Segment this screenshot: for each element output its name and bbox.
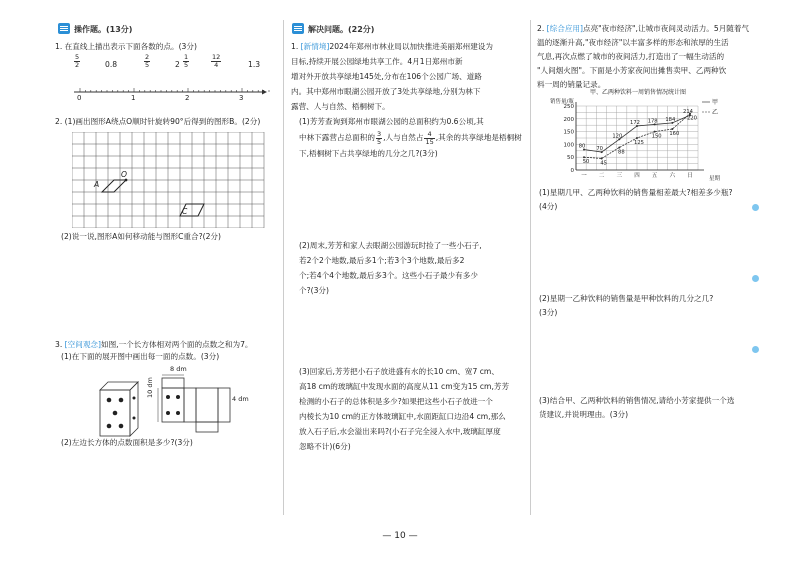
q2-p3-line-1: 货建议,并说明理由。(3分) [539, 410, 629, 419]
p1-line-2a: 中林下露营占总面积的 [299, 133, 375, 142]
frac-den: 2 [75, 61, 80, 69]
chart-point [671, 128, 673, 130]
chart-y-tick-label: 150 [563, 129, 574, 136]
chart-data-label: 178 [647, 118, 658, 125]
q2-p2-line-1: (3分) [539, 308, 558, 317]
q2-p1-line-0: (1)星期几甲、乙两种饮料的销售量相差最大?相差多少瓶? [539, 188, 733, 197]
p1-line-2c: ,其余的共享绿地是梧桐树 [435, 133, 522, 142]
q2-p3-line-0: (3)结合甲、乙两种饮料的销售情况,请给小芳家提供一个选 [539, 396, 735, 405]
p2-line-2: 个;若4个4个地数,最后多3个。这些小石子最少有多少 [299, 271, 478, 280]
mixed-whole: 2 [175, 60, 180, 69]
p1-line-2 [299, 130, 524, 146]
chart-point [583, 156, 585, 158]
frac-den: 5 [184, 61, 189, 69]
chart-data-label: 220 [687, 115, 697, 122]
section-title-operation: 操作题。(13分) [74, 25, 133, 34]
chart-x-tick-label: 四 [634, 173, 640, 179]
frac-num: 3 [376, 129, 382, 138]
label-C: C [182, 207, 188, 216]
frac-num: 4 [424, 131, 434, 139]
intro-line-0: 2024年郑州市林业局以加快推进美丽郑州建设为 [329, 42, 493, 51]
col3-q2-part3 [539, 394, 759, 422]
chart-y-tick-label: 200 [563, 116, 574, 123]
chart-title: 甲、乙两种饮料一周销售情况统计图 [589, 89, 687, 96]
col2-q1-intro: 1. [新情境]2024年郑州市林业局以加快推进美丽郑州建设为 目标,持续开展公园绿地共享工作。4月1日郑州市新 增对外开放共享绿地145处,分布在106个公园广场、道路 内。其中郑州市眼湖公园开放了3处共享绿地,分别为林下 露营、人与自然、梧桐树下。 [291, 39, 521, 114]
tick-label-0: 0 [77, 94, 82, 102]
col2-q1-part1 [299, 114, 524, 162]
chart-point [654, 131, 656, 133]
chart-data-label: 172 [630, 119, 640, 126]
column-divider-2 [530, 20, 531, 515]
p3-line-3: 内棱长为10 cm的正方体玻璃缸中,水面距缸口边沿4 cm,那么 [299, 412, 506, 421]
col2-q1-part2 [299, 238, 524, 298]
chart-legend-label: 乙 [712, 109, 719, 116]
number-line-labels [70, 94, 270, 104]
chart-x-tick-label: 二 [598, 173, 605, 179]
chart-x-tick-label: 五 [651, 173, 658, 179]
net-dim-right: 4 dm [232, 395, 249, 403]
chart-data-label: 214 [683, 109, 693, 116]
q3-part2: (2)左边长方体的点数面积是多少?(3分) [61, 438, 193, 447]
intro-line-1: 温的逐渐升高,"夜市经济"以丰富多样的形态和浓厚的生活 [537, 38, 729, 47]
q3-part1: (1)在下面的展开图中画出每一面的点数。(3分) [61, 352, 220, 361]
chart-data-label: 70 [596, 146, 603, 153]
chart-data-label: 125 [634, 140, 644, 146]
chart-xlabel: 星期 [709, 176, 721, 182]
page-number: — 10 — [382, 531, 418, 541]
p2-line-3: 个?(3分) [299, 286, 329, 295]
section-icon-operation [58, 23, 70, 34]
frac-num: 2 [145, 53, 150, 61]
intro-line-4: 料一周的销量记录。 [537, 80, 606, 89]
frac-den: 5 [145, 61, 150, 69]
q3-body: 如图,一个长方体相对两个面的点数之和为7。 [100, 340, 253, 349]
binding-dot [752, 275, 759, 282]
q2-p2-line-0: (2)星期一乙种饮料的销售量是甲种饮料的几分之几? [539, 294, 714, 303]
frac-den: 4 [214, 61, 219, 69]
intro-line-3: "人间烟火图"。下面是小芳家夜间出摊售卖甲、乙两种饮 [537, 66, 727, 75]
intro-line-3: 内。其中郑州市眼湖公园开放了3处共享绿地,分别为林下 [291, 87, 481, 96]
chart-data-label: 50 [582, 159, 590, 166]
tick-label-2: 2 [185, 94, 190, 102]
chart-y-tick-label: 50 [567, 155, 574, 162]
frac-num: 1 [184, 53, 189, 61]
cuboid-figure [98, 378, 140, 438]
chart-data-label: 88 [618, 149, 625, 156]
tick-label-1: 1 [131, 94, 136, 102]
net-dim-left: 10 dm [146, 377, 154, 398]
chart-point [636, 137, 638, 139]
p3-line-0: (3)回家后,芳芳把小石子放进盛有水的长10 cm、宽7 cm、 [299, 367, 499, 376]
section-icon-problem [292, 23, 304, 34]
chart-x-tick-label: 一 [581, 173, 587, 179]
net-dim-top: 8 dm [170, 365, 187, 373]
q2-part2: (2)说一说,图形A如何移动能与图形C重合?(2分) [61, 232, 221, 241]
chart-point [601, 157, 603, 159]
chart-x-tick-label: 日 [687, 173, 693, 179]
q2-text: 2. (1)画出图形A绕点O顺时针旋转90°后得到的图形B。(2分) [55, 117, 261, 126]
intro-line-2: 气息,再次点燃了城市的夜间活力,打造出了一幅生动活的 [537, 52, 725, 61]
col3-q2-part2 [539, 292, 759, 320]
chart-y-tick-label: 100 [563, 142, 574, 149]
intro-line-1: 目标,持续开展公园绿地共享工作。4月1日郑州市新 [291, 57, 463, 66]
intro-line-4: 露营、人与自然、梧桐树下。 [291, 102, 390, 111]
intro-line-0: 点亮"夜市经济",让城市夜间灵动活力。5月随着气 [582, 24, 750, 33]
chart-point [618, 146, 620, 148]
chart-data-label: 160 [669, 131, 680, 138]
chart-data-label: 120 [612, 133, 623, 140]
p3-line-5: 忽略不计)(6分) [299, 442, 351, 451]
chart-legend-label: 甲 [712, 99, 719, 106]
number-value: 1.3 [248, 60, 261, 69]
col3-q2-part1 [539, 186, 759, 214]
p2-line-0: (2)周末,芳芳和家人去眼湖公园游玩时捡了一些小石子, [299, 241, 482, 250]
q2-p1-line-1: (4分) [539, 202, 558, 211]
frac-den: 15 [425, 137, 434, 146]
p3-line-4: 放入石子后,水会溢出来吗?(小石子完全浸入水中,玻璃缸厚度 [299, 427, 501, 436]
frac-den: 5 [376, 137, 382, 146]
q1-numbers [65, 54, 275, 76]
p3-line-1: 高18 cm的玻璃缸中发现水面的高度从11 cm变为15 cm,芳芳 [299, 382, 510, 391]
chart-data-label: 184 [665, 116, 676, 123]
number-value: 0.8 [105, 60, 118, 69]
binding-dot [752, 204, 759, 211]
q2-tag: [综合应用] [546, 24, 583, 33]
chart-ylabel: 销售量/瓶 [550, 99, 574, 105]
tick-label-3: 3 [239, 94, 244, 102]
col2-q1-part3 [299, 364, 524, 454]
p2-line-1: 若2个2个地数,最后多1个;若3个3个地数,最后多2 [299, 256, 465, 265]
rotation-grid [72, 132, 268, 228]
label-A: A [94, 180, 100, 189]
chart-y-tick-label: 250 [563, 104, 574, 110]
p1-line-1: (1)芳芳查询到郑州市眼湖公园的总面积约为0.6公顷,其 [299, 117, 484, 126]
chart-x-tick-label: 三 [616, 173, 623, 179]
frac-num: 5 [75, 53, 80, 61]
p1-line-3: 下,梧桐树下占共享绿地的几分之几?(3分) [299, 149, 438, 158]
line-chart [548, 88, 728, 184]
p1-line-2b: ,人与自然占 [383, 133, 424, 142]
chart-data-label: 80 [578, 143, 586, 150]
intro-line-2: 增对外开放共享绿地145处,分布在106个公园广场、道路 [291, 72, 482, 81]
section-title-problem: 解决问题。(22分) [308, 25, 375, 34]
chart-x-tick-label: 六 [669, 173, 676, 179]
column-divider-1 [283, 20, 284, 515]
chart-y-tick-label: 0 [570, 168, 574, 174]
p3-line-2: 检测的小石子的总体积是多少?如果把这些小石子放进一个 [299, 397, 493, 406]
frac-num: 12 [212, 53, 221, 61]
q3-text: 3. [空间观念]如图,一个长方体相对两个面的点数之和为7。 [55, 340, 253, 349]
chart-data-label: 150 [651, 133, 662, 140]
label-O: O [121, 170, 127, 179]
binding-dot [752, 346, 759, 353]
chart-data-label: 45 [600, 160, 607, 167]
q3-tag: [空间观念] [64, 340, 101, 349]
col3-q2-intro: 2. [综合应用]点亮"夜市经济",让城市夜间灵动活力。5月随着气 温的逐渐升高,"夜市经济"以丰富多样的形态和浓厚的生活 气息,再次点燃了城市的夜间活力,打造出了一幅生动活的 "人间烟火图"。下面是小芳家夜间出摊售卖甲、乙两种饮 料一周的销量记录。 [537, 22, 757, 92]
q1-tag: [新情境] [300, 42, 330, 51]
cuboid-net [148, 372, 278, 434]
q1-text: 1. 在直线上描出表示下面各数的点。(3分) [55, 42, 197, 51]
